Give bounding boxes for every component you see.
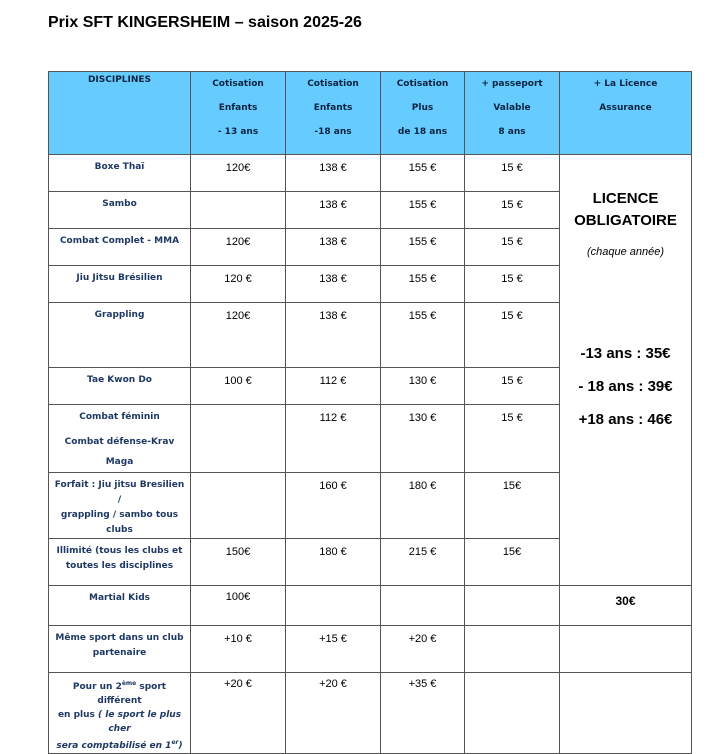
discipline-name: Boxe Thaï: [49, 155, 191, 192]
price-cell: 120€: [191, 303, 286, 368]
empty-cell: [560, 673, 692, 754]
price-cell: 155 €: [381, 266, 465, 303]
header-licence: + La Licence Assurance: [560, 72, 692, 155]
price-cell: 138 €: [286, 303, 381, 368]
table-row-second-sport: [49, 673, 692, 754]
price-cell: +20 €: [191, 673, 286, 754]
price-cell: 120€: [191, 229, 286, 266]
price-cell: 112 €: [286, 368, 381, 405]
price-cell: 138 €: [286, 266, 381, 303]
header-disciplines: DISCIPLINES: [49, 72, 191, 155]
price-cell: 15 €: [465, 368, 560, 405]
licence-price-18: - 18 ans : 39€: [578, 378, 673, 395]
price-cell: 180 €: [381, 473, 465, 539]
price-cell: +35 €: [381, 673, 465, 754]
price-cell: 155 €: [381, 229, 465, 266]
price-cell: 138 €: [286, 229, 381, 266]
discipline-name: Combat Complet - MMA: [49, 229, 191, 266]
empty-cell: [560, 626, 692, 673]
price-cell: +10 €: [191, 626, 286, 673]
discipline-name: Pour un 2ème sport différent en plus ( le sport le plus cher sera comptabilisé en 1er): [49, 673, 191, 754]
price-cell: 155 €: [381, 155, 465, 192]
price-cell: 130 €: [381, 368, 465, 405]
discipline-name: Sambo: [49, 192, 191, 229]
header-cotisation-plus18: Cotisation Plus de 18 ans: [381, 72, 465, 155]
price-cell: 215 €: [381, 539, 465, 586]
price-cell: 15 €: [465, 229, 560, 266]
price-cell: [465, 673, 560, 754]
table-row-kids: [49, 586, 692, 626]
price-cell: 100 €: [191, 368, 286, 405]
price-cell: [191, 192, 286, 229]
price-cell: [465, 586, 560, 626]
header-cotisation-18: Cotisation Enfants -18 ans: [286, 72, 381, 155]
discipline-name: Grappling: [49, 303, 191, 368]
discipline-name: Combat féminin Combat défense-Krav Maga: [49, 405, 191, 473]
page-title: Prix SFT KINGERSHEIM – saison 2025-26: [48, 14, 362, 31]
licence-price-13: -13 ans : 35€: [580, 345, 671, 362]
price-cell: [381, 586, 465, 626]
price-cell: 138 €: [286, 155, 381, 192]
price-cell: 180 €: [286, 539, 381, 586]
discipline-name: Illimité (tous les clubs et toutes les disciplines: [49, 539, 191, 586]
discipline-name: Même sport dans un club partenaire: [49, 626, 191, 673]
price-cell: +20 €: [381, 626, 465, 673]
licence-price-plus18: +18 ans : 46€: [578, 411, 673, 428]
price-cell: [191, 405, 286, 473]
header-row: [49, 72, 692, 155]
price-cell: 15€: [465, 473, 560, 539]
price-cell: +20 €: [286, 673, 381, 754]
licence-title-2: OBLIGATOIRE: [574, 212, 677, 229]
price-cell: 15 €: [465, 303, 560, 368]
price-cell: 160 €: [286, 473, 381, 539]
price-cell: 100€: [191, 586, 286, 626]
price-cell: 155 €: [381, 192, 465, 229]
table-row-partner: [49, 626, 692, 673]
price-cell: 15€: [465, 539, 560, 586]
price-cell: 112 €: [286, 405, 381, 473]
discipline-name: Jiu Jitsu Brésilien: [49, 266, 191, 303]
price-cell: 138 €: [286, 192, 381, 229]
price-cell: 150€: [191, 539, 286, 586]
discipline-name: Tae Kwon Do: [49, 368, 191, 405]
price-cell: 15 €: [465, 405, 560, 473]
table-row: [49, 155, 692, 192]
licence-cell: [560, 155, 692, 586]
price-cell: 120 €: [191, 266, 286, 303]
price-cell: 120€: [191, 155, 286, 192]
price-cell: 155 €: [381, 303, 465, 368]
price-cell: 15 €: [465, 266, 560, 303]
price-cell: [191, 473, 286, 539]
price-cell: +15 €: [286, 626, 381, 673]
price-cell: [286, 586, 381, 626]
licence-subtitle: (chaque année): [586, 246, 665, 258]
price-cell: 15 €: [465, 192, 560, 229]
header-passeport: + passeport Valable 8 ans: [465, 72, 560, 155]
discipline-name: Forfait : Jiu jitsu Bresilien / grappling / sambo tous clubs: [49, 473, 191, 539]
header-cotisation-13: Cotisation Enfants - 13 ans: [191, 72, 286, 155]
price-cell: 130 €: [381, 405, 465, 473]
price-cell: [465, 626, 560, 673]
kids-licence-price: 30€: [560, 586, 692, 626]
licence-title: LICENCE: [592, 190, 659, 207]
price-cell: 15 €: [465, 155, 560, 192]
discipline-name: Martial Kids: [49, 586, 191, 626]
price-table: [48, 71, 692, 754]
